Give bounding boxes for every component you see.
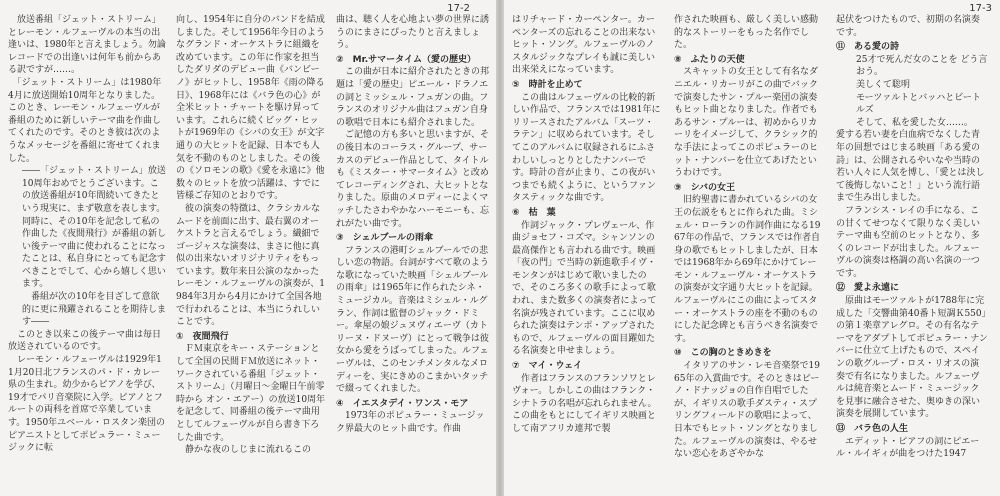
paragraph: 曲は、聴く人を心地よい夢の世界に誘うのにまさにぴったりと言えましょう。 (336, 15, 490, 51)
section-heading: ③ シェルブールの雨傘 (336, 233, 433, 244)
section-heading: ⑫ 愛よ永遠に (836, 283, 900, 294)
section-heading: ① 夜間飛行 (176, 331, 229, 342)
section-heading: ⑪ ある愛の詩 (836, 42, 900, 53)
section-heading: ⑧ ふたりの天使 (674, 54, 745, 65)
paragraph: 愛する若い妻を白血病でなくした青年の回想ではじまる映画「ある愛の詩」は、公開されるやいなや当時の若い人々に人気を博し、「愛とは決して後悔しないこと！」という流行語まで生み出しました。 フランシス・レイの手になる、この甘くてせつなくて限りなく美しいテーマ曲も空前のヒットとなり、多くのレコードが出ました。ルフェーヴルの演奏は格調の高い名演の一つです。 (836, 130, 985, 279)
paragraph: 25才で死んだ女のことを どう言おう。 美しくて聡明 モーツァルトとバッハとビートルズ そして、私を愛した女……。 (856, 54, 988, 128)
section-heading: ② Mr.サマータイム（愛の歴史） (336, 54, 476, 65)
paragraph: イタリアのサン・レモ音楽祭で1965年の入賞曲です。そのときはピーノ・ドナッジョの自作自唱でしたが、イギリスの歌手ダスティ・スプリングフィールドの歌唱によって、日本でもヒット・ソングとなりました。ルフェーヴルの演奏は、やるせない恋心をあざやかな (674, 361, 821, 460)
paragraph: 旧約聖書に書かれているシバの女王の伝説をもとに作られた曲。ミシェル・ローランの作詞作曲になる1967年の作品で、フランスでは作者自身の歌でもヒットしましたが、日本では1968年から69年にかけてレーモン・ルフェーヴル・オーケストラの演奏が文字通り大ヒットを記録。ルフェーヴルにこの曲によってスター・オーケストラの座を不動のものにした記念碑とも言うべき名演奏です。 (674, 195, 821, 344)
page-number: 17-3 (969, 3, 992, 14)
paragraph: 作された映画も、厳しく美しい感動的なストーリーをもった名作でした。 (674, 15, 819, 51)
paragraph: スキャットの女王として有名なダニエル・リカーリがこの曲でバックで演奏したサン・プルー楽団の演奏もヒット曲となりました。作者でもあるサン・プルーは、初めからリカーリをイメージして、クラシック的な手法によってこのポピュラーのヒット・ナンバーを仕立てあげたというわけです。 (674, 67, 819, 179)
section-heading: ⑥ 枯 葉 (512, 207, 556, 218)
paragraph: このとき以来この後テーマ曲は毎日放送されているのです。 レーモン・ルフェーヴルは1929年11月20日北フランスのパ・ド・カレー県の生まれ。幼少からピアノを学び、19才でパリ音楽院に入学。ピアノとフルートの両科を首席で卒業しています。1950年ユベール・ロスタン楽団のピアニストとしてポピュラー・ミュージックに転 (8, 329, 166, 454)
section-heading: ⑨ シバの女王 (674, 182, 735, 193)
paragraph: ＦＭ東京をキー・ステーションとして全国の民間ＦＭ放送にネット・ワークされている番組「ジェット・ストリーム」（月曜日～金曜日午前零時から オン・エアー）の放送10周年を記念して、同番組の後テーマ曲用としてルフェーヴルが自ら書き下ろした曲です。 静かな夜のしじまに流れるこの (176, 344, 326, 456)
paragraph: 放送番組「ジェット・ストリーム」とレーモン・ルフェーヴルの本当の出逢いは、1980年と言えましょう。勿論レコードでの出逢いは何年も前からある訳ですが……。 「ジェット・ストリーム」は1980年4月に放送開始10周年となりました。このとき、レーモン・ルフェーヴルが番組のために新しいテーマ曲を作曲してくれたのです。そのとき彼は次のようなメッセージを番組に寄せてくれました。 (8, 15, 166, 164)
text-column (512, 14, 662, 436)
paragraph: 原曲はモーツァルトが1788年に完成した「交響曲第40番ト短調Ｋ550」の第１楽章アレグロ。その有名なテーマをアダプトしてポピュラー・ナンバーに仕立て上げたもので、スペインの歌グループ・ロス・リオスの演奏で有名になりました。ルフェーヴルは純音楽とムード・ミュージックを見事に融合させた、奥ゆきの深い演奏を展開しています。 (836, 296, 988, 420)
right-page (504, 0, 1000, 496)
text-column (336, 14, 490, 436)
paragraph: 1973年のポピュラー・ミュージック界最大のヒット曲です。作曲 (336, 411, 485, 434)
left-page (0, 0, 496, 496)
section-heading: ⑬ バラ色の人生 (836, 424, 909, 434)
paragraph: フランスの港町シェルブールでの悲しい恋の物語。台詞がすべて歌のような歌になっていた映画「シェルブールの雨傘」は1965年に作られたシネ・ミュージカル。音楽はミシェル・ルグラン、作詞は監督のジャック・ドミー。傘屋の娘ジュヌヴィエーヴ（カトリーヌ・ドヌーヴ）にとって戦争は彼女から愛をうばってしまった。ルフェーヴルは、このセンチメンタルなメロディーを、実にきめのこまかいタッチで綴ってくれました。 (336, 245, 489, 395)
section-heading: ⑩ この胸のときめきを (674, 348, 772, 359)
book-gutter (496, 0, 504, 496)
paragraph: この曲が日本に紹介されたときの邦題は「愛の歴史」ピエール・ドラノエの詞とミッシェル・フュガンの曲。フランスのオリジナル曲はフュガン自身の歌唱で日本にも紹介されました。 ご記憶の方も多いと思いますが、その後日本のコーラス・グループ、サーカスのデビュー作品として、タイトルも《ミスター・サマータイム》と改めてレコーディングされ、大ヒットとなりました。原曲のメロディーによくマッチしたさわやかなハーモニーも、忘れがたい曲です。 (336, 67, 490, 229)
section-heading: ⑤ 時計を止めて (512, 79, 583, 90)
paragraph: ――「ジェット・ストリーム」放送10周年おめでとうございます。この放送番組が10年間続いてきたという現実に、まず敬意を表します。同時に、その10年を記念して私の作曲した《夜間飛行》が番組の新しい後テーマ曲に使われることになったことは、私自身にとっても記念すべきことでして、心から嬉しく思います。 番組が次の10年を目ざして意欲的に更に飛躍されることを期待します―― (22, 166, 167, 328)
paragraph: 起伏をつけたもので、初期の名演奏です。 (836, 15, 980, 38)
text-column (674, 14, 824, 461)
paragraph: はリチャード・カーペンター。カーペンターズの忘れることの出来ないヒット・ソング。ルフェーヴルのノスタルジックなプレイも誠に美しい出来栄えになっています。 (512, 15, 656, 76)
section-heading: ⑦ マイ・ウェイ (512, 361, 583, 372)
paragraph: 作詞ジャック・プレヴェール、作曲ジョセフ・コズマ。シャンソンの最高傑作とも言われる曲です。映画「夜の門」で当時の新進歌手イヴ・モンタンがはじめて歌いましたので、そのころ多くの歌手によって歌われ、また数多くの演奏者によって名演が残されています。ここに収められた演奏はテンポ・アップされたもので、ルフェーヴルの面目躍如たる名演奏と申せましょう。 (512, 220, 657, 357)
paragraph: 向し、1954年に自分のバンドを結成しました。そして1956年今日のようなグランド・オーケストラに組織を改めています。この年に作家を担当したダリダのデビュー曲《バンビーノ》がヒットし、1958年《雨の降る日》、1968年には《バラ色の心》が全米ヒット・チャートを駆け昇っています。これらに続くビッグ・ヒットが1969年の《シバの女王》が文字通りの大ヒットを記録、日本でも人気を不動のものとしました。その後の《ソロモンの歌》《愛を永遠に》他数々のヒットを放つ活躍は、すでに皆様ご存知のとおりです。 彼の演奏の特徴は、クラシカルなムードを前面に出す、最右翼のオーケストラと言えるでしょう。繊細でゴージャスな演奏は、まさに他に真似の出来ないオリジナリティをもっています。数年来日公演のなかったレーモン・ルフェーヴルの演奏が、1984年3月から4月にかけて全国各地で行われることは、本当にうれしいことです。 (176, 15, 326, 328)
page-number: 17-2 (447, 3, 470, 14)
text-column (836, 14, 988, 461)
paragraph: 作者はフランスのフランソワとレヴォー。しかしこの曲はフランク・シナトラの名唱が忘れられません。この曲をもとにしてイギリス映画として南アフリカ連邦で製 (512, 373, 657, 434)
paragraph: エディット・ピアフの詞にピエール・ルイギィが曲をつけた1947 (836, 436, 980, 460)
paragraph: この曲はルフェーヴルの比較的新しい作品で、フランスでは1981年にリリースされたアルバム「スーツ・ラテン」に収められています。そしてこのアルバムに収録されるにふさわしいしっとりとしたナンバーです。時計の音が止まり、この夜がいつまでも続くように、というファンタスティックな曲です。 (512, 92, 661, 204)
text-column (176, 14, 326, 457)
text-column (8, 14, 166, 455)
section-heading: ④ イエスタデイ・ワンス・モア (336, 398, 469, 409)
